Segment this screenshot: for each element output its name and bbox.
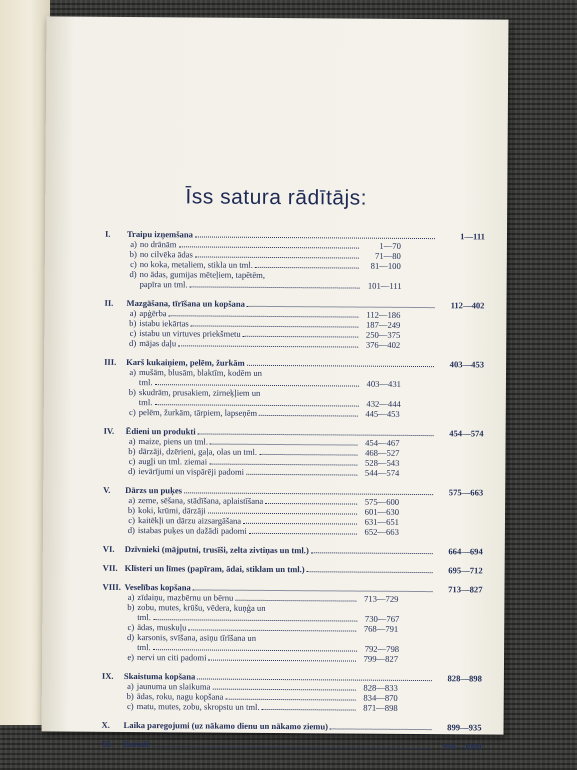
section-number: V. xyxy=(103,484,111,495)
section-page-range: 664—694 xyxy=(448,546,483,557)
section-number: VI. xyxy=(102,543,115,554)
subitem-letter: c) xyxy=(126,700,134,712)
subitem-page-range: 575—600 xyxy=(364,496,400,507)
section-title: Karš kukaiņiem, pelēm, žurkām xyxy=(126,356,245,368)
subitem-text: karsonis, svīšana, asiņu tīrīšana un xyxy=(137,632,257,643)
subitem-page-range: 631—651 xyxy=(364,516,400,527)
subitem-letter: a) xyxy=(129,307,137,319)
subitem-text: apģērba xyxy=(139,308,167,319)
dot-leader xyxy=(255,267,359,269)
toc-subitem xyxy=(122,701,398,713)
subitem-text: matu, mutes, zobu, skropstu un tml. xyxy=(136,701,260,712)
subitem-page-range: 445—453 xyxy=(365,408,400,419)
dot-leader xyxy=(259,454,357,456)
section-title: Skaistuma kopšana xyxy=(123,670,196,682)
dot-leader xyxy=(208,513,357,515)
toc-subitem xyxy=(123,466,399,478)
dot-leader xyxy=(243,336,359,338)
section-page-range: 936—1000 xyxy=(442,741,482,752)
subitem-page-range: 101—111 xyxy=(367,280,402,291)
book-page xyxy=(42,16,509,752)
section-title: Mazgāšana, tīrīšana un kopšana xyxy=(126,297,245,309)
subitem-text: zeme, sēšana, stādīšana, aplaistīšana xyxy=(138,495,264,506)
section-title: Dzīvnieki (mājputni, trusīši, zelta zivtiņas un tml.) xyxy=(124,543,309,556)
toc-section xyxy=(103,544,483,557)
subitem-text: skudrām, prusakiem, zirneķļiem un xyxy=(138,387,261,398)
subitem-letter: d) xyxy=(126,631,135,643)
toc-section-heading xyxy=(103,563,483,576)
dot-leader xyxy=(247,306,435,308)
subitem-page-range: 187—249 xyxy=(365,319,401,330)
subitem-page-range: 730—767 xyxy=(364,613,400,624)
section-number: III. xyxy=(104,356,117,367)
subitem-text: zobu, mutes, krūšu, vēdera, kuņģa un xyxy=(137,602,266,613)
dot-leader xyxy=(247,365,434,367)
dot-leader xyxy=(249,533,357,535)
toc-section xyxy=(103,563,483,576)
toc-section-heading xyxy=(102,720,482,733)
section-page-range: 713—827 xyxy=(448,584,483,595)
subitem-page-range: 652—663 xyxy=(364,526,399,537)
section-page-range: 112—402 xyxy=(450,300,485,311)
section-number: VIII. xyxy=(102,581,121,592)
dot-leader xyxy=(151,746,431,749)
subitem-letter: c) xyxy=(129,327,137,339)
section-page-range: 454—574 xyxy=(449,428,484,439)
subitem-letter: c) xyxy=(128,455,136,467)
section-page-range: 899—935 xyxy=(447,722,482,733)
toc-section xyxy=(102,671,482,714)
subitem-text: no cilvēka ādas xyxy=(139,249,193,260)
subitem-letter: e) xyxy=(127,651,135,663)
subitem-text: istabu un virtuves priekšmetu xyxy=(139,328,241,339)
section-number: IV. xyxy=(103,425,115,436)
toc-section xyxy=(103,426,483,479)
subitem-page-range: 792—798 xyxy=(364,643,400,654)
subitem-letter: a) xyxy=(128,435,136,447)
subitem-text: ievārījumi un vispārēji padomi xyxy=(138,466,245,477)
subitem-page-range: 250—375 xyxy=(365,329,401,340)
toc-subitem xyxy=(124,407,400,419)
section-title: Dažādi xyxy=(123,738,150,750)
subitem-page-range: 1—70 xyxy=(379,240,401,251)
dot-leader xyxy=(209,464,357,466)
toc-section xyxy=(105,229,485,292)
section-number: I. xyxy=(104,228,111,239)
toc-section xyxy=(101,739,481,752)
dot-leader xyxy=(262,709,356,711)
subitem-text: jaunuma un slaikuma xyxy=(136,681,211,692)
subitem-text: koki, krūmi, dārzāji xyxy=(138,505,206,516)
section-number: VII. xyxy=(102,562,118,573)
subitem-letter: c) xyxy=(128,514,136,526)
subitem-letter: b) xyxy=(126,690,134,702)
subitem-page-range: 713—729 xyxy=(364,593,399,604)
subitem-page-range: 871—898 xyxy=(363,702,398,713)
dot-leader xyxy=(191,325,359,327)
subitem-text: kaitēkļi un dārzu aizsargāšana xyxy=(137,515,242,526)
subitem-page-range: 528—543 xyxy=(364,457,400,468)
section-title: Dārzs un puķes xyxy=(125,484,183,496)
subitem-page-range: 81—100 xyxy=(370,260,401,271)
section-title: Veselības kopšana xyxy=(124,581,191,593)
dot-leader xyxy=(154,404,358,406)
toc-subitem xyxy=(124,338,400,350)
subitem-text: mušām, blusām, blaktīm, kodēm un xyxy=(138,367,262,378)
subitem-letter: d) xyxy=(129,337,137,349)
subitem-text: no ādas, gumijas mēteļiem, tapētēm, xyxy=(139,269,266,280)
subitem-letter: d) xyxy=(127,524,135,536)
toc-section xyxy=(104,357,484,420)
dot-leader xyxy=(169,315,359,317)
subitem-text: dārzāji, dzērieni, gaļa, olas un tml. xyxy=(138,446,258,457)
toc-section-heading xyxy=(103,544,483,557)
section-number: XI. xyxy=(101,738,114,749)
toc-section xyxy=(103,485,483,538)
subitem-letter: c) xyxy=(127,621,135,633)
subitem-text: tml. xyxy=(138,377,153,388)
subitem-page-range: 376—402 xyxy=(365,339,401,350)
section-page-range: 575—663 xyxy=(448,487,484,498)
subitem-page-range: 834—870 xyxy=(363,692,398,703)
dot-leader xyxy=(307,571,433,573)
dot-leader xyxy=(178,345,358,347)
dot-leader xyxy=(153,619,357,621)
subitem-text: tml. xyxy=(137,642,151,653)
subitem-letter: a) xyxy=(127,591,135,603)
subitem-letter: a) xyxy=(130,238,137,250)
table-of-contents xyxy=(101,229,485,761)
subitem-page-range: 71—80 xyxy=(375,250,401,261)
dot-leader xyxy=(198,433,434,436)
section-title: Traipu izņemšana xyxy=(126,228,194,240)
subitem-text: augļi un tml. ziemai xyxy=(138,456,208,467)
subitem-page-range: 454—467 xyxy=(365,437,400,448)
dot-leader xyxy=(243,523,357,525)
subitem-letter: a) xyxy=(129,366,137,378)
subitem-text: tml. xyxy=(138,397,153,408)
subitem-letter: b) xyxy=(128,386,136,398)
dot-leader xyxy=(208,660,356,662)
section-page-range: 828—898 xyxy=(447,673,482,684)
section-number: X. xyxy=(101,719,110,730)
subitem-text: istabu iekārtas xyxy=(139,318,189,329)
subitem-letter: b) xyxy=(127,504,136,516)
subitem-letter: a) xyxy=(127,680,134,692)
section-number: IX. xyxy=(101,670,114,681)
subitem-letter: c) xyxy=(129,406,136,418)
subitem-text: ādas, roku, nagu kopšana xyxy=(136,691,224,702)
subitem-letter: b) xyxy=(127,601,135,613)
subitem-page-range: 468—527 xyxy=(365,447,400,458)
toc-section-heading xyxy=(101,739,481,752)
subitem-letter: b) xyxy=(128,445,136,457)
subitem-page-range: 432—444 xyxy=(366,398,401,409)
dot-leader xyxy=(235,600,356,602)
dot-leader xyxy=(155,384,359,386)
section-page-range: 1—111 xyxy=(460,231,486,242)
dot-leader xyxy=(197,678,432,681)
subitem-page-range: 768—791 xyxy=(363,623,399,634)
subitem-text: nervi un citi padomi xyxy=(136,652,207,663)
subitem-letter: a) xyxy=(128,494,136,506)
subitem-page-range: 799—827 xyxy=(363,653,399,664)
dot-leader xyxy=(330,728,432,730)
dot-leader xyxy=(212,689,355,691)
section-page-range: 403—453 xyxy=(449,359,485,370)
dot-leader xyxy=(195,256,359,258)
subitem-page-range: 403—431 xyxy=(366,378,401,389)
toc-subitem xyxy=(122,652,398,664)
subitem-page-range: 112—186 xyxy=(366,309,401,320)
dot-leader xyxy=(178,246,358,248)
dot-leader xyxy=(153,649,357,651)
subitem-text: zīdaiņu, mazbērnu un bērnu xyxy=(137,592,234,603)
toc-section xyxy=(102,582,483,665)
toc-section xyxy=(102,720,482,733)
subitem-page-range: 601—630 xyxy=(364,506,400,517)
subitem-text: tml. xyxy=(137,612,151,623)
dot-leader xyxy=(225,699,355,701)
subitem-text: ādas, muskuļu xyxy=(137,622,187,633)
toc-section xyxy=(104,298,484,351)
subitem-text: pelēm, žurkām, tārpiem, lapseņēm xyxy=(138,407,258,418)
subitem-text: papīra un tml. xyxy=(139,279,188,290)
dot-leader xyxy=(190,286,360,288)
toc-subitem xyxy=(122,602,398,614)
subitem-letter: d) xyxy=(129,268,137,280)
subitem-letter: d) xyxy=(128,465,136,477)
dot-leader xyxy=(265,503,357,505)
subitem-page-range: 544—574 xyxy=(364,467,400,478)
dot-leader xyxy=(188,629,356,631)
subitem-letter: b) xyxy=(129,317,137,329)
subitem-text: no koka, metaliem, stikla un tml. xyxy=(139,259,253,270)
section-number: II. xyxy=(104,297,114,308)
section-title: Klīsteri un līmes (papīram, ādai, stiklam un tml.) xyxy=(124,562,305,575)
dot-leader xyxy=(311,552,433,554)
subitem-text: no drānām xyxy=(139,239,177,250)
section-title: Ēdieni un produkti xyxy=(125,425,196,437)
subitem-letter: b) xyxy=(129,248,137,260)
subitem-text: maize, piens un tml. xyxy=(138,436,209,447)
section-page-range: 695—712 xyxy=(448,565,483,576)
subitem-text: mājas daļu xyxy=(139,338,177,349)
subitem-text: istabas puķes un dažādi padomi xyxy=(137,525,247,536)
subitem-letter: c) xyxy=(130,258,137,270)
subitem-page-range: 828—833 xyxy=(363,682,398,693)
page-title: Īss satura rādītājs: xyxy=(185,185,368,210)
toc-subitem xyxy=(123,525,399,537)
toc-subitem-continuation xyxy=(140,279,402,291)
dot-leader xyxy=(210,444,358,446)
section-title: Laika paregojumi (uz nākamo dienu un nākamo ziemu) xyxy=(123,719,329,732)
dot-leader xyxy=(259,415,358,417)
dot-leader xyxy=(246,474,357,476)
